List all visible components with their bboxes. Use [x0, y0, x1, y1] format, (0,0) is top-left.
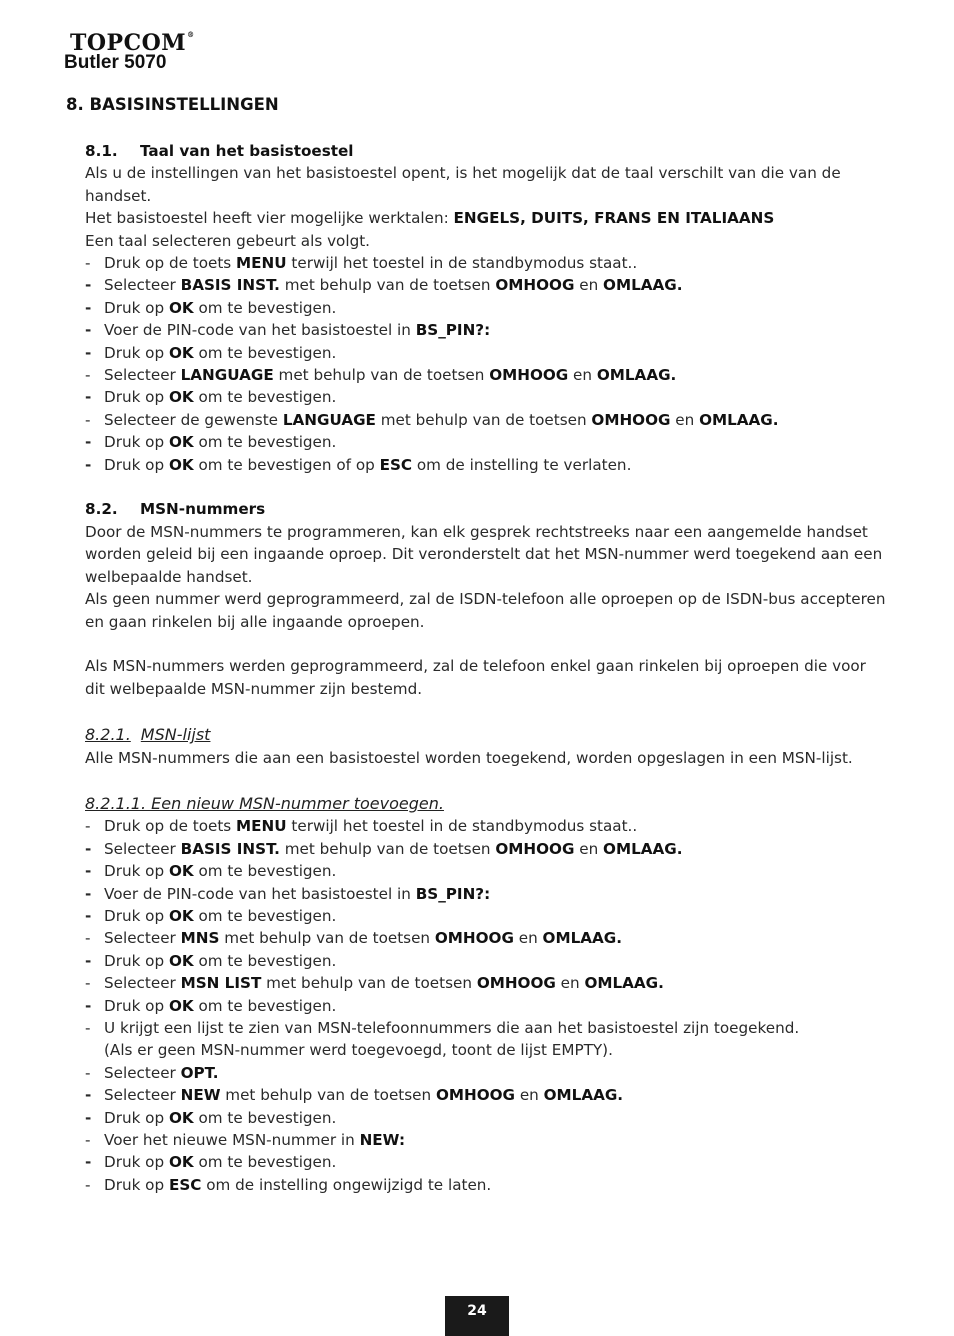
brand-name: TOPCOM — [70, 30, 187, 56]
bullet-dash: - — [85, 276, 92, 295]
list-item — [85, 1174, 890, 1196]
step-text: om te bevestigen of op — [193, 455, 380, 474]
step-text: en — [574, 839, 604, 858]
keyword: BS_PIN?: — [415, 321, 491, 340]
step-text: Voer de PIN-code van het basistoestel in — [104, 884, 416, 903]
subsection-heading-8-2-1-1: 8.2.1.1. Een nieuw MSN-nummer toevoegen. — [85, 793, 444, 813]
bullet-dash: - — [85, 1086, 92, 1105]
page-content — [85, 140, 890, 1196]
step-text: om te bevestigen. — [193, 433, 337, 452]
step-text: Druk op — [104, 1175, 169, 1194]
step-text: Selecteer — [104, 1063, 181, 1082]
bullet-dash: - — [85, 433, 92, 452]
list-item — [85, 1062, 890, 1084]
bullet-dash: - — [85, 298, 92, 317]
paragraph: Als u de instellingen van het basistoestel opent, is het mogelijk dat de taal verschilt van die van de handset. — [85, 164, 841, 205]
step-text: en — [670, 410, 700, 429]
bullet-dash: - — [85, 1153, 92, 1172]
bullet-dash: - — [85, 951, 92, 970]
bullet-dash: - — [85, 388, 92, 407]
spacer — [85, 700, 890, 724]
list-item — [85, 883, 890, 905]
step-text: Druk op — [104, 298, 169, 317]
keyword: MNS — [180, 929, 220, 948]
keyword: MSN LIST — [180, 974, 262, 993]
step-text: en — [555, 974, 585, 993]
step-text: met behulp van de toetsen — [220, 1086, 436, 1105]
list-item — [85, 409, 890, 431]
step-text: Selecteer de gewenste — [104, 410, 283, 429]
bullet-dash: - — [85, 817, 91, 836]
list-item — [85, 297, 890, 319]
paragraph-text: Het basistoestel heeft vier mogelijke werktalen: — [85, 209, 454, 228]
keyword: OMLAAG. — [699, 410, 779, 429]
step-text: Druk op — [104, 1153, 169, 1172]
keyword: OMHOOG — [591, 410, 671, 429]
list-item — [85, 319, 890, 341]
keyword: OMLAAG. — [603, 276, 683, 295]
list-item — [85, 972, 890, 994]
step-text: Druk op — [104, 455, 169, 474]
section-heading-8-1 — [85, 140, 890, 162]
keyword: MENU — [236, 817, 287, 836]
list-item — [85, 1107, 890, 1129]
list-item — [85, 815, 890, 837]
list-item — [85, 274, 890, 296]
keyword: OMHOOG — [495, 839, 575, 858]
keyword: OMHOOG — [489, 366, 569, 385]
step-text: om te bevestigen. — [193, 996, 337, 1015]
keyword: OK — [168, 1153, 194, 1172]
bullet-dash: - — [85, 343, 92, 362]
chapter-number: 8. — [66, 95, 84, 114]
keyword: OPT. — [180, 1063, 219, 1082]
list-item — [85, 1017, 890, 1062]
step-text: met behulp van de toetsen — [279, 276, 496, 295]
keyword: OK — [168, 906, 194, 925]
keyword: OMHOOG — [434, 929, 514, 948]
keyword: ESC — [379, 455, 413, 474]
step-text: om te bevestigen. — [193, 1153, 337, 1172]
section-number: 8.2. — [85, 500, 118, 519]
keyword: OK — [168, 862, 194, 881]
bullet-dash: - — [85, 455, 92, 474]
bullet-dash: - — [85, 906, 92, 925]
list-item — [85, 905, 890, 927]
list-item — [85, 838, 890, 860]
step-text: Druk op de toets — [104, 254, 237, 273]
spacer — [85, 476, 890, 498]
steps-list — [85, 815, 890, 1196]
step-text: Druk op — [104, 388, 169, 407]
section-heading-8-2 — [85, 498, 890, 520]
step-text: U krijgt een lijst te zien van MSN-telefoonnummers die aan het basistoestel zijn toegekend. — [104, 1019, 800, 1037]
step-text: terwijl het toestel in de standbymodus staat.. — [286, 817, 638, 836]
section-title: MSN-nummers — [140, 500, 266, 519]
bullet-dash: - — [85, 862, 92, 881]
paragraph: Alle MSN-nummers die aan een basistoestel worden toegekend, worden opgeslagen in een MSN-lijst. — [85, 748, 853, 767]
keyword: OK — [168, 433, 194, 452]
list-item — [85, 1151, 890, 1173]
step-text: Selecteer — [104, 839, 181, 858]
list-item — [85, 454, 890, 476]
keyword: OMHOOG — [495, 276, 575, 295]
list-item — [85, 252, 890, 274]
chapter-heading — [66, 95, 279, 114]
step-text: Druk op — [104, 906, 169, 925]
step-text: Druk op — [104, 951, 169, 970]
paragraph: Als MSN-nummers werden geprogrammeerd, zal de telefoon enkel gaan rinkelen bij oproepen die voor dit welbepaalde MSN-nummer zijn bestemd. — [85, 657, 866, 698]
list-item — [85, 950, 890, 972]
keyword: OK — [168, 298, 194, 317]
paragraph: Als geen nummer werd geprogrammeerd, zal de ISDN-telefoon alle oproepen op de ISDN-bus accepteren en gaan rinkelen bij alle ingaande oproepen. — [85, 590, 886, 631]
step-text: om de instelling te verlaten. — [412, 455, 632, 474]
list-item — [85, 1129, 890, 1151]
step-text: met behulp van de toetsen — [219, 929, 435, 948]
subsection-title: MSN-lijst — [140, 725, 211, 745]
spacer — [85, 633, 890, 655]
step-text: en — [515, 1086, 544, 1105]
step-text: Druk op — [104, 996, 169, 1015]
bullet-dash: - — [85, 996, 92, 1015]
step-text: Selecteer — [104, 276, 181, 295]
keyword: OK — [168, 388, 194, 407]
keyword: LANGUAGE — [282, 410, 376, 429]
keyword: MENU — [236, 254, 287, 273]
step-text: Druk op — [104, 862, 169, 881]
bullet-dash: - — [85, 1108, 92, 1127]
step-text: en — [568, 366, 597, 385]
bullet-dash: - — [85, 884, 92, 903]
step-text: om te bevestigen. — [193, 343, 337, 362]
paragraph — [85, 207, 890, 229]
bullet-dash: - — [85, 929, 91, 948]
bullet-dash: - — [85, 366, 91, 385]
step-text: Selecteer — [104, 929, 181, 948]
keyword: OMLAAG. — [584, 974, 664, 993]
step-text: Druk op — [104, 1108, 169, 1127]
step-text: met behulp van de toetsen — [375, 410, 592, 429]
bullet-dash: - — [85, 321, 92, 340]
step-text: Selecteer — [104, 974, 181, 993]
languages-list: ENGELS, DUITS, FRANS EN ITALIAANS — [453, 209, 775, 228]
keyword: OK — [168, 343, 194, 362]
keyword: OMLAAG. — [542, 929, 622, 948]
keyword: OMLAAG. — [596, 366, 677, 385]
page-number: 24 — [445, 1296, 509, 1336]
step-text: Voer het nieuwe MSN-nummer in — [104, 1131, 360, 1150]
keyword: ESC — [168, 1175, 202, 1194]
keyword: OMLAAG. — [543, 1086, 624, 1105]
step-text: Selecteer — [104, 1086, 181, 1105]
step-text: en — [513, 929, 543, 948]
step-text: om te bevestigen. — [193, 906, 337, 925]
keyword: OK — [168, 1108, 194, 1127]
list-item — [85, 1084, 890, 1106]
keyword: BASIS INST. — [180, 839, 280, 858]
step-text: met behulp van de toetsen — [279, 839, 496, 858]
keyword: NEW: — [359, 1131, 406, 1150]
step-note: (Als er geen MSN-nummer werd toegevoegd, toont de lijst EMPTY). — [104, 1041, 613, 1060]
bullet-dash: - — [85, 254, 91, 273]
step-text: om te bevestigen. — [193, 298, 337, 317]
step-text: om te bevestigen. — [193, 388, 337, 407]
keyword: LANGUAGE — [180, 366, 274, 385]
step-text: Druk op — [104, 343, 169, 362]
keyword: OMHOOG — [435, 1086, 515, 1105]
list-item — [85, 386, 890, 408]
bullet-dash: - — [85, 1175, 91, 1194]
step-text: Selecteer — [104, 366, 181, 385]
keyword: BS_PIN?: — [415, 884, 491, 903]
step-text: terwijl het toestel in de standbymodus staat.. — [286, 254, 638, 273]
keyword: OK — [168, 996, 194, 1015]
keyword: OMLAAG. — [603, 839, 683, 858]
keyword: OMHOOG — [476, 974, 556, 993]
list-item — [85, 995, 890, 1017]
spacer — [85, 769, 890, 793]
step-text: Druk op — [104, 433, 169, 452]
step-text: met behulp van de toetsen — [261, 974, 477, 993]
bullet-dash: - — [85, 839, 92, 858]
bullet-dash: - — [85, 974, 91, 993]
list-item — [85, 927, 890, 949]
section-number: 8.1. — [85, 142, 118, 160]
bullet-dash: - — [85, 1019, 91, 1037]
list-item — [85, 342, 890, 364]
step-text: Voer de PIN-code van het basistoestel in — [104, 321, 416, 340]
step-text: om te bevestigen. — [193, 951, 337, 970]
steps-list — [85, 252, 890, 476]
list-item — [85, 364, 890, 386]
model-name: Butler 5070 — [64, 52, 167, 73]
bullet-dash: - — [85, 1063, 91, 1082]
step-text: en — [574, 276, 604, 295]
section-title: Taal van het basistoestel — [140, 142, 354, 160]
step-text: om te bevestigen. — [193, 862, 337, 881]
paragraph: Een taal selecteren gebeurt als volgt. — [85, 231, 370, 250]
registered-mark: ® — [187, 30, 195, 39]
list-item — [85, 860, 890, 882]
bullet-dash: - — [85, 1131, 91, 1150]
step-text: om de instelling ongewijzigd te laten. — [201, 1175, 492, 1194]
step-text: Druk op de toets — [104, 817, 237, 836]
list-item — [85, 431, 890, 453]
keyword: OK — [168, 455, 194, 474]
keyword: NEW — [180, 1086, 221, 1105]
keyword: OK — [168, 951, 194, 970]
chapter-title: BASISINSTELLINGEN — [89, 95, 279, 114]
subsection-number: 8.2.1. — [85, 725, 131, 745]
bullet-dash: - — [85, 410, 91, 429]
subsection-heading-8-2-1 — [85, 724, 890, 746]
keyword: BASIS INST. — [180, 276, 280, 295]
step-text: met behulp van de toetsen — [273, 366, 490, 385]
step-text: om te bevestigen. — [193, 1108, 337, 1127]
paragraph: Door de MSN-nummers te programmeren, kan elk gesprek rechtstreeks naar een aangemelde handset worden geleid bij een ingaande oproep. Dit veronderstelt dat het MSN-nummer werd toegekend aan een welbepaalde handset. — [85, 522, 883, 586]
